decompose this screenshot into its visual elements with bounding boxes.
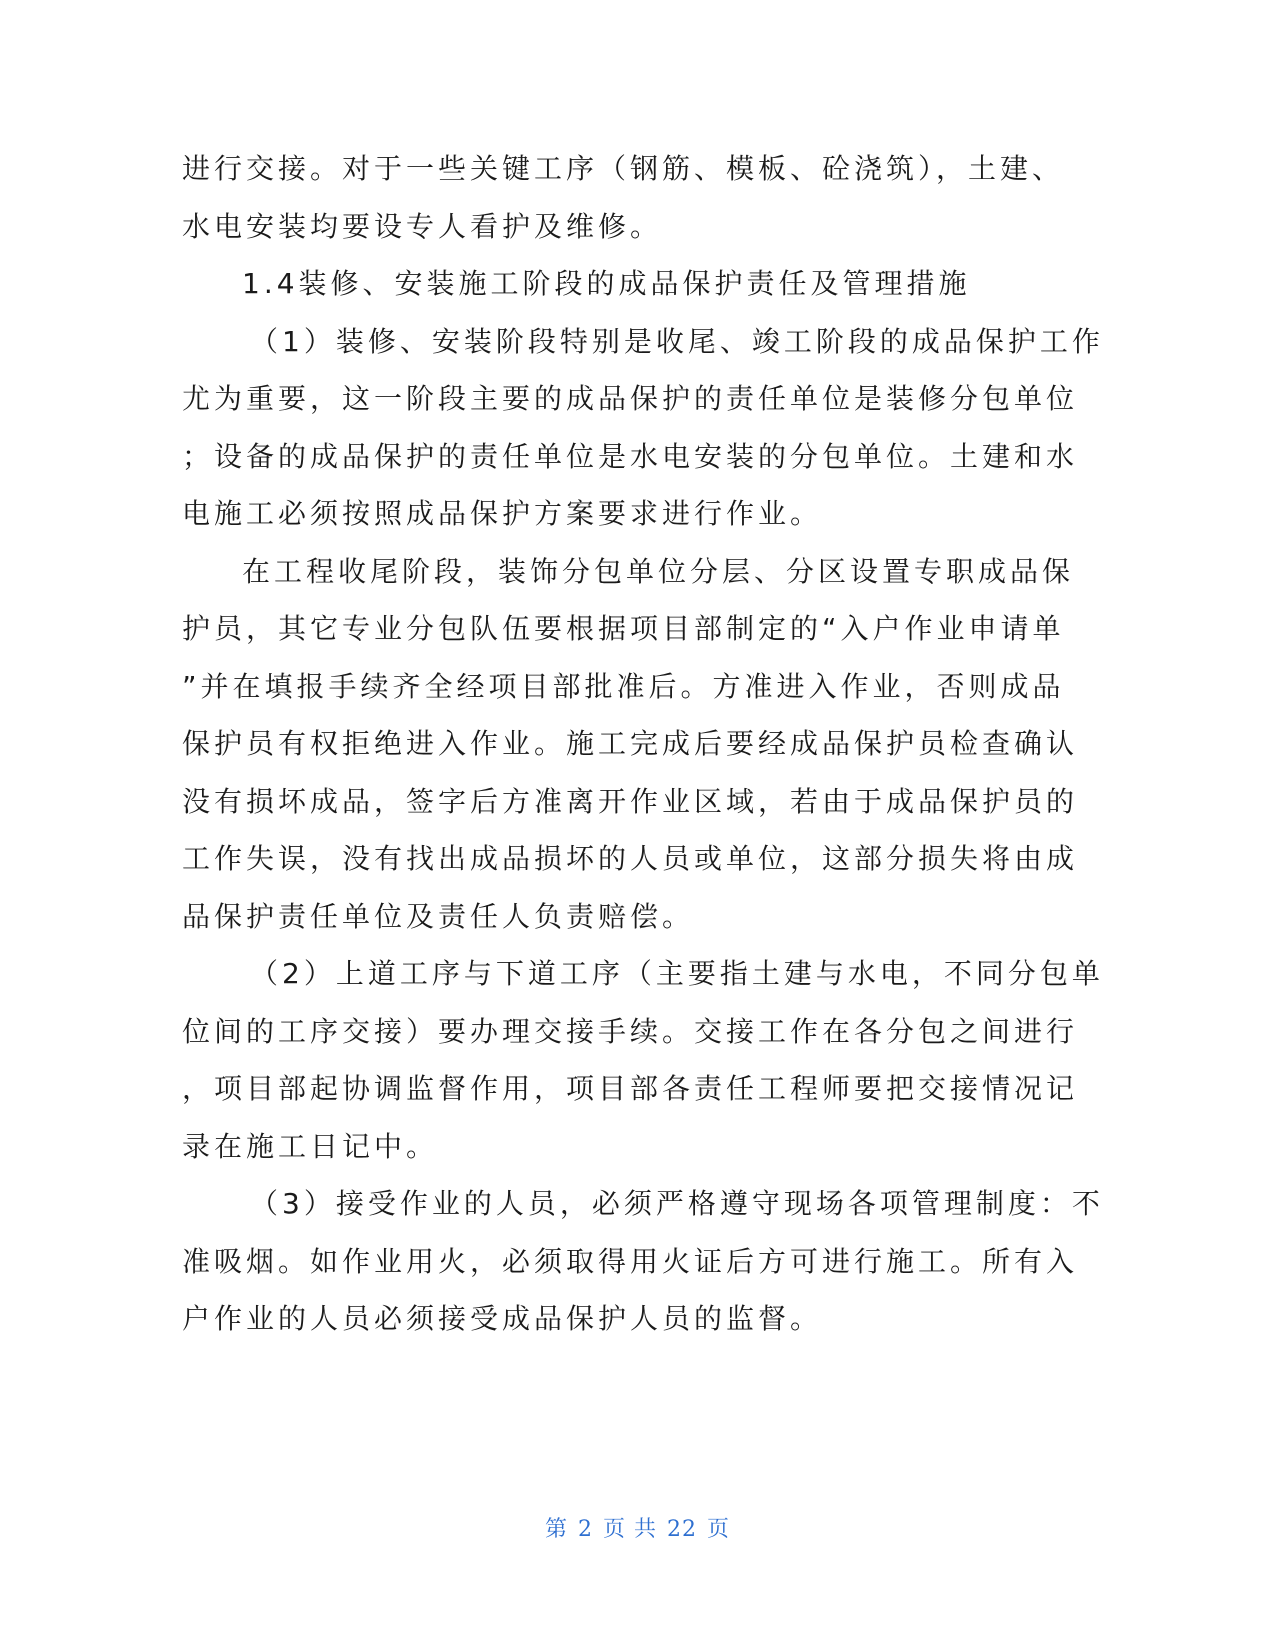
body-line: ，项目部起协调监督作用，项目部各责任工程师要把交接情况记 xyxy=(182,1072,1079,1105)
section-heading: 1.4装修、安装施工阶段的成品保护责任及管理措施 xyxy=(242,267,971,300)
body-line: 户作业的人员必须接受成品保护人员的监督。 xyxy=(182,1302,823,1335)
footer-suffix: 页 xyxy=(707,1517,731,1542)
current-page-number: 2 xyxy=(578,1517,593,1542)
footer-middle: 页 共 xyxy=(603,1517,657,1542)
body-line: 电施工必须按照成品保护方案要求进行作业。 xyxy=(182,497,823,530)
body-line: 护员，其它专业分包队伍要根据项目部制定的“入户作业申请单 xyxy=(182,612,1065,645)
body-line: （1）装修、安装阶段特别是收尾、竣工阶段的成品保护工作 xyxy=(250,324,1104,358)
body-line: 位间的工序交接）要办理交接手续。交接工作在各分包之间进行 xyxy=(182,1014,1079,1048)
body-line: 录在施工日记中。 xyxy=(182,1129,439,1163)
page-footer xyxy=(0,1512,1275,1543)
body-line: （2）上道工序与下道工序（主要指土建与水电，不同分包单 xyxy=(250,957,1104,990)
body-line: （3）接受作业的人员，必须严格遵守现场各项管理制度：不 xyxy=(250,1187,1104,1220)
body-line: ”并在填报手续齐全经项目部批准后。方准进入作业，否则成品 xyxy=(182,669,1065,703)
body-line: 在工程收尾阶段，装饰分包单位分层、分区设置专职成品保 xyxy=(242,554,1075,588)
body-line: 准吸烟。如作业用火，必须取得用火证后方可进行施工。所有入 xyxy=(182,1244,1079,1278)
body-line: ；设备的成品保护的责任单位是水电安装的分包单位。土建和水 xyxy=(182,439,1079,473)
total-page-count: 22 xyxy=(667,1517,697,1542)
body-line: 工作失误，没有找出成品损坏的人员或单位，这部分损失将由成 xyxy=(182,842,1079,875)
body-line: 保护员有权拒绝进入作业。施工完成后要经成品保护员检查确认 xyxy=(182,727,1079,760)
body-line: 水电安装均要设专人看护及维修。 xyxy=(182,209,663,243)
body-line: 尤为重要，这一阶段主要的成品保护的责任单位是装修分包单位 xyxy=(182,382,1079,415)
body-line: 进行交接。对于一些关键工序（钢筋、模板、砼浇筑），土建、 xyxy=(182,152,1065,185)
document-body xyxy=(182,140,1104,1348)
footer-prefix: 第 xyxy=(544,1517,568,1542)
body-line: 没有损坏成品，签字后方准离开作业区域，若由于成品保护员的 xyxy=(182,784,1079,818)
body-line: 品保护责任单位及责任人负责赔偿。 xyxy=(182,899,695,933)
